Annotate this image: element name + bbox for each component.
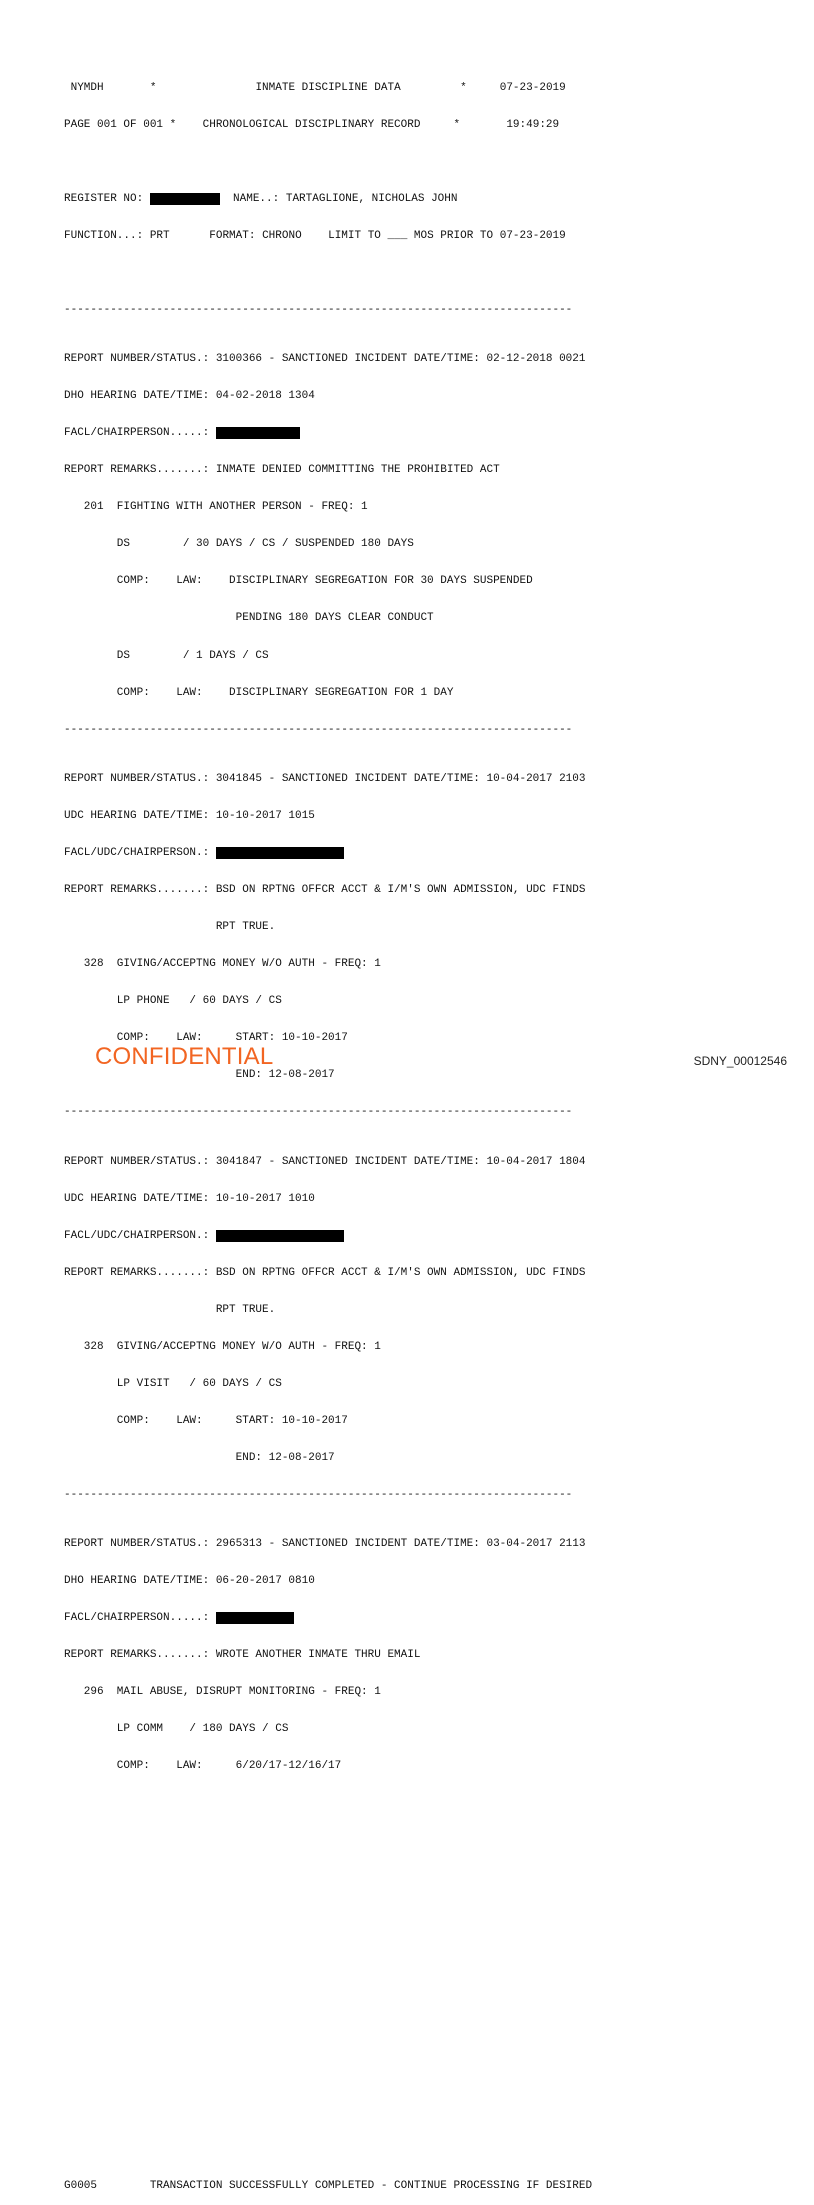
separator: ----------------------------------------------------------------------------- xyxy=(64,1488,573,1501)
redaction-bar xyxy=(216,847,344,859)
function-line: FUNCTION...: PRT FORMAT: CHRONO LIMIT TO ___ MOS PRIOR TO 07-23-2019 xyxy=(64,229,566,242)
report-line: LP PHONE / 60 DAYS / CS xyxy=(64,995,282,1008)
redaction-bar xyxy=(216,1230,344,1242)
report-line: 328 GIVING/ACCEPTNG MONEY W/O AUTH - FREQ: 1 xyxy=(64,1340,381,1353)
report-line: LP VISIT / 60 DAYS / CS xyxy=(64,1377,282,1390)
report-line: COMP: LAW: DISCIPLINARY SEGREGATION FOR 1 DAY xyxy=(64,686,454,699)
page-indicator: PAGE 001 OF 001 * xyxy=(64,118,177,131)
report-time: 19:49:29 xyxy=(506,118,560,131)
report-date: 07-23-2019 xyxy=(499,81,566,94)
report-line: COMP: LAW: DISCIPLINARY SEGREGATION FOR 30 DAYS SUSPENDED xyxy=(64,575,533,588)
status-line: G0005 TRANSACTION SUCCESSFULLY COMPLETED - CONTINUE PROCESSING IF DESIRED xyxy=(64,2180,593,2193)
separator: ----------------------------------------------------------------------------- xyxy=(64,1106,573,1119)
report-line: COMP: LAW: 6/20/17-12/16/17 xyxy=(64,1760,342,1773)
report-line: END: 12-08-2017 xyxy=(64,1451,335,1464)
report-line: COMP: LAW: START: 10-10-2017 xyxy=(64,1032,348,1045)
system-code: NYMDH * xyxy=(64,81,157,94)
header-line-1: NYMDH * INMATE DISCIPLINE DATA * 07-23-2019 xyxy=(64,81,566,94)
report-line: DHO HEARING DATE/TIME: 04-02-2018 1304 xyxy=(64,390,315,403)
redaction-bar xyxy=(150,193,220,205)
report-line: COMP: LAW: START: 10-10-2017 xyxy=(64,1414,348,1427)
report-line: LP COMM / 180 DAYS / CS xyxy=(64,1723,289,1736)
report-line: REPORT NUMBER/STATUS.: 3100366 - SANCTIONED INCIDENT DATE/TIME: 02-12-2018 0021 xyxy=(64,353,586,366)
register-line: REGISTER NO: NAME..: TARTAGLIONE, NICHOLAS JOHN xyxy=(64,192,458,205)
report-line: REPORT NUMBER/STATUS.: 3041845 - SANCTIONED INCIDENT DATE/TIME: 10-04-2017 2103 xyxy=(64,772,586,785)
facl-line: FACL/CHAIRPERSON.....: xyxy=(64,1612,592,1624)
report-line: UDC HEARING DATE/TIME: 10-10-2017 1010 xyxy=(64,1192,315,1205)
report-line: 328 GIVING/ACCEPTNG MONEY W/O AUTH - FREQ: 1 xyxy=(64,958,381,971)
report-line: RPT TRUE. xyxy=(64,1303,276,1316)
report-line: REPORT REMARKS.......: WROTE ANOTHER INMATE THRU EMAIL xyxy=(64,1649,421,1662)
disciplinary-record xyxy=(64,57,592,2205)
redaction-bar xyxy=(216,1612,294,1624)
report-line: PENDING 180 DAYS CLEAR CONDUCT xyxy=(64,612,434,625)
report-title: INMATE DISCIPLINE DATA xyxy=(255,81,401,94)
report-line: DS / 30 DAYS / CS / SUSPENDED 180 DAYS xyxy=(64,538,414,551)
report-line: RPT TRUE. xyxy=(64,921,276,934)
report-line: REPORT REMARKS.......: BSD ON RPTNG OFFCR ACCT & I/M'S OWN ADMISSION, UDC FINDS xyxy=(64,884,586,897)
report-line: REPORT REMARKS.......: INMATE DENIED COMMITTING THE PROHIBITED ACT xyxy=(64,464,500,477)
report-line: REPORT REMARKS.......: BSD ON RPTNG OFFCR ACCT & I/M'S OWN ADMISSION, UDC FINDS xyxy=(64,1266,586,1279)
report-line: REPORT NUMBER/STATUS.: 3041847 - SANCTIONED INCIDENT DATE/TIME: 10-04-2017 1804 xyxy=(64,1155,586,1168)
facl-line: FACL/UDC/CHAIRPERSON.: xyxy=(64,1230,592,1242)
confidential-stamp: CONFIDENTIAL xyxy=(95,1043,274,1070)
report-line: DHO HEARING DATE/TIME: 06-20-2017 0810 xyxy=(64,1575,315,1588)
facl-line: FACL/CHAIRPERSON.....: xyxy=(64,427,592,439)
report-line: DS / 1 DAYS / CS xyxy=(64,649,269,662)
report-line: 201 FIGHTING WITH ANOTHER PERSON - FREQ: 1 xyxy=(64,501,368,514)
report-line: UDC HEARING DATE/TIME: 10-10-2017 1015 xyxy=(64,809,315,822)
inmate-name: TARTAGLIONE, NICHOLAS JOHN xyxy=(285,192,458,205)
report-subtitle: CHRONOLOGICAL DISCIPLINARY RECORD xyxy=(202,118,421,131)
redaction-bar xyxy=(216,427,300,439)
separator: ----------------------------------------------------------------------------- xyxy=(64,723,573,736)
separator: ----------------------------------------------------------------------------- xyxy=(64,303,573,316)
header-line-2: PAGE 001 OF 001 * CHRONOLOGICAL DISCIPLINARY RECORD * 19:49:29 xyxy=(64,118,560,131)
bates-number: SDNY_00012546 xyxy=(693,1054,787,1068)
report-line: END: 12-08-2017 xyxy=(64,1069,335,1082)
report-line: 296 MAIL ABUSE, DISRUPT MONITORING - FREQ: 1 xyxy=(64,1686,381,1699)
report-line: REPORT NUMBER/STATUS.: 2965313 - SANCTIONED INCIDENT DATE/TIME: 03-04-2017 2113 xyxy=(64,1538,586,1551)
facl-line: FACL/UDC/CHAIRPERSON.: xyxy=(64,847,592,859)
